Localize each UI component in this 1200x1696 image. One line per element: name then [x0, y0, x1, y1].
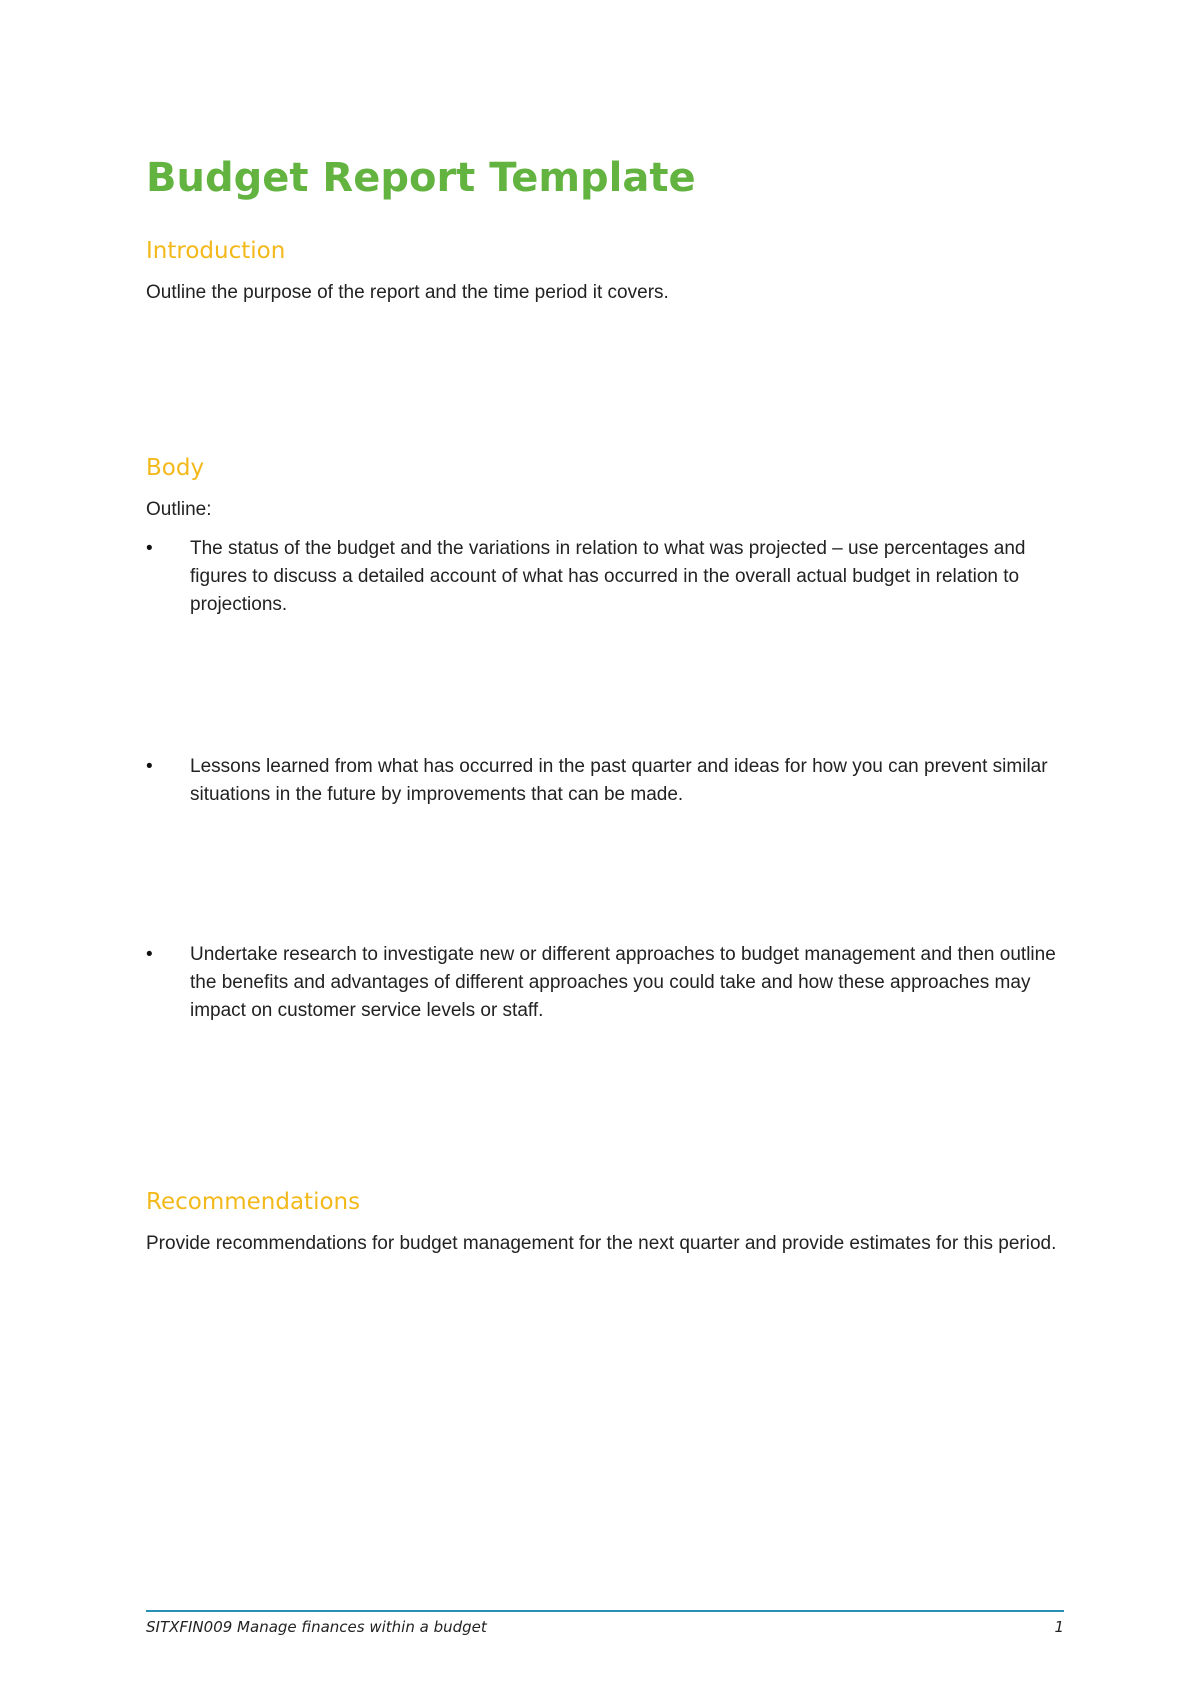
section-heading-recommendations: Recommendations — [146, 1189, 361, 1215]
list-item-text: Undertake research to investigate new or different approaches to budget management and then outline the benefits and advantages of different approaches you could take and how these approaches may impact on customer service levels or staff. — [190, 944, 1056, 1021]
footer-page-number: 1 — [1054, 1618, 1064, 1636]
bullet-icon: • — [146, 538, 153, 559]
bullet-icon: • — [146, 756, 153, 777]
recommendations-text: Provide recommendations for budget management for the next quarter and provide estimates for this period. — [146, 1233, 1057, 1254]
list-item-text: Lessons learned from what has occurred in the past quarter and ideas for how you can prevent similar situations in the future by improvements that can be made. — [190, 756, 1048, 805]
body-outline-label: Outline: — [146, 499, 212, 520]
section-heading-introduction: Introduction — [146, 238, 286, 264]
section-heading-body: Body — [146, 455, 205, 481]
footer-course-title: SITXFIN009 Manage finances within a budget — [146, 1618, 487, 1636]
footer-divider — [146, 1610, 1064, 1612]
page-title: Budget Report Template — [146, 155, 696, 201]
bullet-icon: • — [146, 944, 153, 965]
introduction-text: Outline the purpose of the report and the time period it covers. — [146, 282, 669, 303]
list-item-text: The status of the budget and the variations in relation to what was projected – use percentages and figures to discuss a detailed account of what has occurred in the overall actual budget in relation to projections. — [190, 538, 1026, 615]
